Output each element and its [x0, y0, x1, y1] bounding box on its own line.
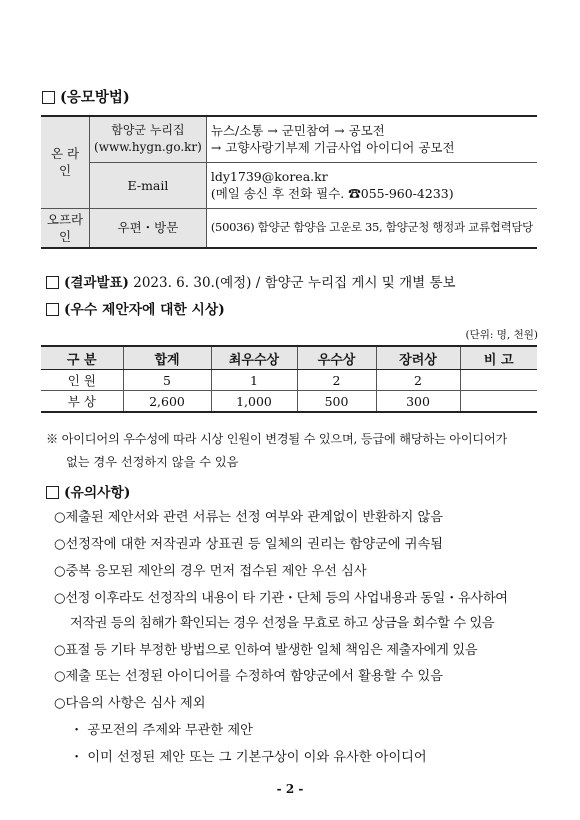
section-heading-notes: (유의사항) — [46, 481, 130, 501]
table-header-row — [41, 346, 537, 370]
homepage-path: 뉴스/소통 → 군민참여 → 공모전 → 고향사랑기부제 기금사업 아이디어 공모전 — [206, 116, 537, 162]
header-cell: 합계 — [123, 346, 211, 370]
online-label: 온 라 인 — [41, 116, 90, 208]
list-item: ○다음의 사항은 심사 제외 — [54, 696, 206, 711]
awards-note-line2: 없는 경우 선정하지 않을 수 있음 — [66, 455, 239, 469]
checkbox-square-icon — [46, 486, 59, 499]
list-item: ○표절 등 기타 부정한 방법으로 인하여 발생한 일체 책임은 제출자에게 있음 — [54, 643, 478, 658]
table-cell: 인 원 — [41, 370, 123, 391]
header-cell: 장려상 — [376, 346, 460, 370]
table-cell: 2 — [297, 370, 376, 391]
section-heading-awards: (우수 제안자에 대한 시상) — [46, 298, 225, 318]
header-cell: 비 고 — [460, 346, 537, 370]
email-value: ldy1739@korea.kr (메일 송신 후 전화 필수. ☎055-960-4233) — [206, 162, 537, 208]
list-item: ○중복 응모된 제안의 경우 먼저 접수된 제안 우선 심사 — [54, 564, 367, 579]
sub-list-item: ・ 이미 선정된 제안 또는 그 기본구상이 이와 유사한 아이디어 — [70, 750, 427, 765]
email-label: E-mail — [90, 162, 207, 208]
table-cell: 2 — [376, 370, 460, 391]
table-cell: 1 — [211, 370, 297, 391]
table-cell — [460, 391, 537, 413]
offline-label: 오프라인 — [41, 208, 90, 248]
offline-address: (50036) 함양군 함양읍 고운로 35, 함양군청 행정과 교류협력담당 — [206, 208, 537, 248]
header-cell: 구 분 — [41, 346, 123, 370]
list-item: ○제출된 제안서와 관련 서류는 선정 여부와 관계없이 반환하지 않음 — [54, 510, 444, 525]
post-visit-label: 우편・방문 — [90, 208, 207, 248]
table-cell: 2,600 — [123, 391, 211, 413]
table-cell: 5 — [123, 370, 211, 391]
list-item: ○제출 또는 선정된 아이디어를 수정하여 함양군에서 활용할 수 있음 — [54, 669, 444, 684]
awards-note-line1: ※ 아이디어의 우수성에 따라 시상 인원이 변경될 수 있으며, 등급에 해당하는 아이디어가 — [46, 432, 508, 446]
homepage-label: 함양군 누리집 (www.hygn.go.kr) — [90, 116, 207, 162]
checkbox-square-icon — [42, 91, 55, 104]
table-cell: 500 — [297, 391, 376, 413]
table-row — [41, 391, 537, 413]
result-announcement: (결과발표) 2023. 6. 30.(예정) / 함양군 누리집 게시 및 개별 통보 — [46, 271, 456, 291]
list-item: ○선정작에 대한 저작권과 상표권 등 일체의 권리는 함양군에 귀속됨 — [54, 537, 444, 552]
checkbox-square-icon — [46, 276, 59, 289]
list-item-continuation: 저작권 등의 침해가 확인되는 경우 선정을 무효로 하고 상금을 회수할 수 있음 — [70, 616, 495, 631]
header-cell: 우수상 — [297, 346, 376, 370]
awards-table — [41, 345, 537, 413]
table-cell — [460, 370, 537, 391]
table-cell: 부 상 — [41, 391, 123, 413]
sub-list-item: ・ 공모전의 주제와 무관한 제안 — [70, 723, 253, 738]
page-number: - 2 - — [276, 782, 304, 796]
unit-label: (단위: 명, 천원) — [465, 329, 538, 341]
checkbox-square-icon — [46, 303, 59, 316]
section-heading-application: (응모방법) — [42, 86, 130, 107]
table-cell: 1,000 — [211, 391, 297, 413]
table-row — [41, 370, 537, 391]
header-cell: 최우수상 — [211, 346, 297, 370]
table-cell: 300 — [376, 391, 460, 413]
application-method-table — [41, 115, 537, 249]
list-item: ○선정 이후라도 선정작의 내용이 타 기관・단체 등의 사업내용과 동일・유사하여 — [54, 591, 508, 606]
